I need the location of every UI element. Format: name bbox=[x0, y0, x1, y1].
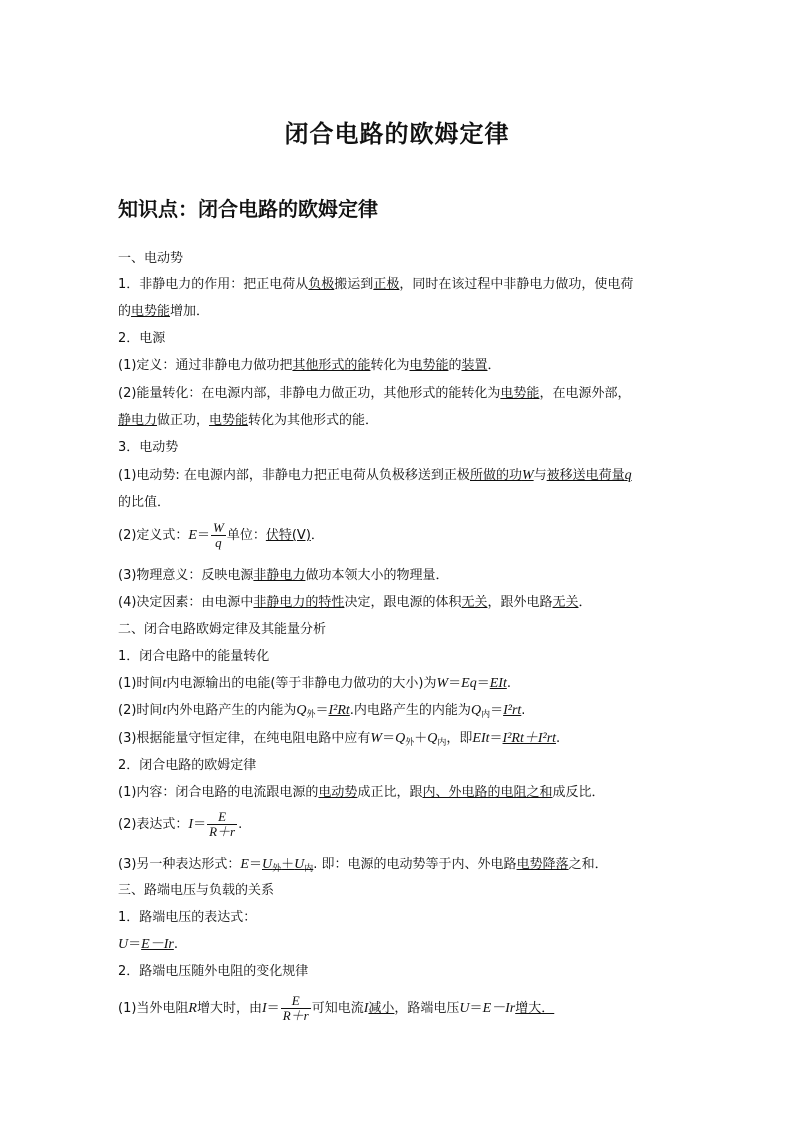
numerator: E bbox=[281, 994, 311, 1009]
text: 之和． bbox=[568, 857, 608, 872]
subscript: 内 bbox=[304, 864, 314, 874]
text: . bbox=[238, 817, 243, 832]
s2-a1 bbox=[118, 675, 511, 693]
symbol: W bbox=[521, 468, 534, 483]
text: 成正比，跟 bbox=[357, 785, 423, 800]
text: . bbox=[506, 676, 511, 691]
text: 1．非静电力的作用：把正电荷从 bbox=[118, 277, 309, 292]
text: ＝ bbox=[315, 703, 329, 718]
symbol: I bbox=[363, 1001, 369, 1016]
s1-e3 bbox=[118, 567, 448, 585]
s1-d1 bbox=[118, 357, 501, 375]
text: 的 bbox=[118, 304, 132, 319]
symbol: Eq bbox=[461, 676, 477, 691]
text: 内电源输出的电能(等于非静电力做功的大小)为 bbox=[166, 676, 437, 691]
text: (4)决定因素：由电源中 bbox=[118, 595, 254, 610]
blank-answer: 装置 bbox=[461, 358, 488, 373]
text: 可知电流 bbox=[311, 1001, 364, 1016]
blank-answer: 电势降落 bbox=[516, 857, 569, 872]
blank-answer: 增大． bbox=[515, 1001, 555, 1016]
text: 转化为其他形式的能． bbox=[248, 413, 379, 428]
text: (3)物理意义：反映电源 bbox=[118, 568, 254, 583]
denominator: R＋r bbox=[282, 1008, 309, 1023]
text: 所做的功 bbox=[469, 468, 522, 483]
text: 内外电路产生的内能为 bbox=[166, 703, 297, 718]
blank-answer: 非静电力的特性 bbox=[253, 595, 345, 610]
s1-p1-line2 bbox=[118, 303, 209, 321]
s1-e2 bbox=[118, 520, 324, 552]
text: ＝ bbox=[196, 528, 210, 543]
s3-f1 bbox=[118, 936, 178, 954]
text: ＝ bbox=[382, 731, 396, 746]
s3-p1: 1．路端电压的表达式： bbox=[118, 910, 257, 925]
text: ，路端电压 bbox=[394, 1001, 460, 1016]
s1-e1-line2: 的比值． bbox=[118, 495, 171, 510]
text: 搬运到 bbox=[334, 277, 374, 292]
text: ，跟外电路 bbox=[487, 595, 553, 610]
symbol: U bbox=[294, 857, 305, 872]
blank-answer: 减小 bbox=[368, 1001, 395, 1016]
blank-answer: 电势能 bbox=[500, 386, 540, 401]
fraction-w-over-q bbox=[211, 521, 226, 550]
text: ＝ bbox=[469, 1001, 483, 1016]
subscript: 外 bbox=[405, 738, 415, 748]
s2-p2: 2．闭合电路的欧姆定律 bbox=[118, 758, 257, 773]
text: 的 bbox=[448, 358, 462, 373]
text: (1)时间 bbox=[118, 676, 163, 691]
text: ，在电源外部， bbox=[539, 386, 631, 401]
symbol: U bbox=[459, 1001, 470, 1016]
numerator: E bbox=[207, 810, 237, 825]
text: ． bbox=[578, 595, 592, 610]
blank-answer bbox=[470, 468, 534, 483]
text: (2)时间 bbox=[118, 703, 163, 718]
text: 转化为 bbox=[370, 358, 410, 373]
blank-answer: 伏特(V) bbox=[265, 528, 311, 543]
s1-p3: 3．电动势 bbox=[118, 440, 179, 455]
text: . bbox=[173, 937, 178, 952]
s3-p2: 2．路端电压随外电阻的变化规律 bbox=[118, 964, 309, 979]
text: 成反比． bbox=[552, 785, 605, 800]
symbol: EIt bbox=[472, 731, 490, 746]
text: (1)内容：闭合电路的电流跟电源的 bbox=[118, 785, 319, 800]
symbol: Q bbox=[296, 703, 307, 718]
blank-answer: 静电力 bbox=[118, 413, 158, 428]
text: ＝ bbox=[448, 676, 462, 691]
subscript: 内 bbox=[481, 710, 491, 720]
blank-answer: 电势能 bbox=[409, 358, 449, 373]
subscript: 外 bbox=[306, 710, 316, 720]
blank-answer: EIt bbox=[489, 676, 507, 691]
text: (3)另一种表达形式： bbox=[118, 857, 241, 872]
numerator: W bbox=[213, 520, 224, 535]
text: ＝ bbox=[489, 731, 503, 746]
text: (1)当外电阻 bbox=[118, 1001, 189, 1016]
blank-answer: 非静电力 bbox=[253, 568, 306, 583]
text: (1)电动势: 在电源内部，非静电力把正电荷从负极移送到正极 bbox=[118, 468, 470, 483]
blank-answer bbox=[547, 468, 632, 483]
text: 与 bbox=[533, 468, 547, 483]
symbol: t bbox=[162, 703, 167, 718]
symbol: t bbox=[162, 676, 167, 691]
text: ＋ bbox=[281, 857, 295, 872]
s1-e1-line1 bbox=[118, 467, 632, 485]
text: ＝ bbox=[490, 703, 504, 718]
text: . 即：电源的电动势等于内、外电路 bbox=[313, 857, 517, 872]
text: . bbox=[556, 731, 561, 746]
text: 增加． bbox=[170, 304, 210, 319]
fraction-e-over-r-plus-r bbox=[281, 994, 311, 1023]
text: ＝ bbox=[266, 1001, 280, 1016]
blank-answer: I²rt bbox=[503, 703, 522, 718]
s3-g1 bbox=[118, 993, 554, 1025]
blank-answer bbox=[262, 857, 313, 872]
text: ＋ bbox=[414, 731, 428, 746]
s2-heading: 二、闭合电路欧姆定律及其能量分析 bbox=[118, 622, 327, 637]
symbol: E bbox=[240, 857, 249, 872]
text: 做正功， bbox=[157, 413, 210, 428]
text: (2)能量转化：在电源内部，非静电力做正功，其他形式的能转化为 bbox=[118, 386, 501, 401]
section-heading: 知识点：闭合电路的欧姆定律 bbox=[118, 197, 378, 221]
blank-answer: 电势能 bbox=[209, 413, 249, 428]
subscript: 外 bbox=[272, 864, 282, 874]
symbol: E bbox=[188, 528, 197, 543]
text: .内电路产生的内能为 bbox=[349, 703, 471, 718]
blank-answer: 电势能 bbox=[131, 304, 171, 319]
blank-answer: I²Rt bbox=[328, 703, 350, 718]
blank-answer: 负极 bbox=[308, 277, 335, 292]
symbol: W bbox=[436, 676, 449, 691]
s1-e4 bbox=[118, 594, 592, 612]
text: (1)定义：通过非静电力做功把 bbox=[118, 358, 293, 373]
denominator: q bbox=[215, 535, 222, 550]
blank-answer: 正极 bbox=[373, 277, 400, 292]
text: ＝ bbox=[476, 676, 490, 691]
text: ，同时在该过程中非静电力做功，使电荷 bbox=[399, 277, 634, 292]
text: ＝ bbox=[193, 817, 207, 832]
symbol: I bbox=[262, 1001, 267, 1016]
blank-answer: I²Rt＋I²rt bbox=[502, 731, 557, 746]
text: 单位： bbox=[226, 528, 266, 543]
s1-d2-line1 bbox=[118, 385, 630, 403]
symbol: I bbox=[188, 817, 194, 832]
text: ＝ bbox=[248, 857, 262, 872]
text: ． bbox=[310, 528, 324, 543]
symbol: Q bbox=[395, 731, 406, 746]
blank-answer: 电动势 bbox=[318, 785, 358, 800]
text: . bbox=[521, 703, 526, 718]
text: ＝ bbox=[128, 937, 142, 952]
s2-b2 bbox=[118, 809, 242, 841]
text: (2)定义式： bbox=[118, 528, 189, 543]
s1-d2-line2 bbox=[118, 412, 378, 430]
symbol: Q bbox=[470, 703, 482, 718]
denominator: R＋r bbox=[209, 824, 236, 839]
text: ，即 bbox=[446, 731, 473, 746]
s1-heading: 一、电动势 bbox=[118, 251, 184, 266]
s2-b3 bbox=[118, 856, 608, 878]
s3-heading: 三、路端电压与负载的关系 bbox=[118, 883, 275, 898]
blank-answer: 无关 bbox=[461, 595, 488, 610]
page-title: 闭合电路的欧姆定律 bbox=[284, 120, 510, 148]
symbol: E－Ir bbox=[482, 1001, 516, 1016]
symbol: q bbox=[624, 468, 632, 483]
s2-a3 bbox=[118, 730, 560, 752]
text: 增大时，由 bbox=[196, 1001, 262, 1016]
text: (2)表达式： bbox=[118, 817, 189, 832]
subscript: 内 bbox=[437, 738, 447, 748]
blank-answer: E－Ir bbox=[141, 937, 174, 952]
symbol: U bbox=[262, 857, 273, 872]
s1-p1-line1 bbox=[118, 276, 633, 294]
symbol: Q bbox=[427, 731, 438, 746]
symbol: U bbox=[118, 937, 129, 952]
s2-a2 bbox=[118, 702, 525, 724]
blank-answer: 无关 bbox=[552, 595, 579, 610]
blank-answer: 内、外电路的电阻之和 bbox=[422, 785, 553, 800]
blank-answer: 其他形式的能 bbox=[292, 358, 371, 373]
symbol: W bbox=[370, 731, 383, 746]
symbol: R bbox=[188, 1001, 197, 1016]
fraction-e-over-r-plus-r bbox=[207, 810, 237, 839]
s2-p1: 1．闭合电路中的能量转化 bbox=[118, 649, 270, 664]
text: 决定，跟电源的体积 bbox=[344, 595, 462, 610]
s1-p2: 2．电源 bbox=[118, 331, 166, 346]
text: (3)根据能量守恒定律，在纯电阻电路中应有 bbox=[118, 731, 371, 746]
s2-b1 bbox=[118, 784, 604, 802]
text: 做功本领大小的物理量． bbox=[305, 568, 449, 583]
text: 被移送电荷量 bbox=[546, 468, 625, 483]
text: ． bbox=[487, 358, 501, 373]
